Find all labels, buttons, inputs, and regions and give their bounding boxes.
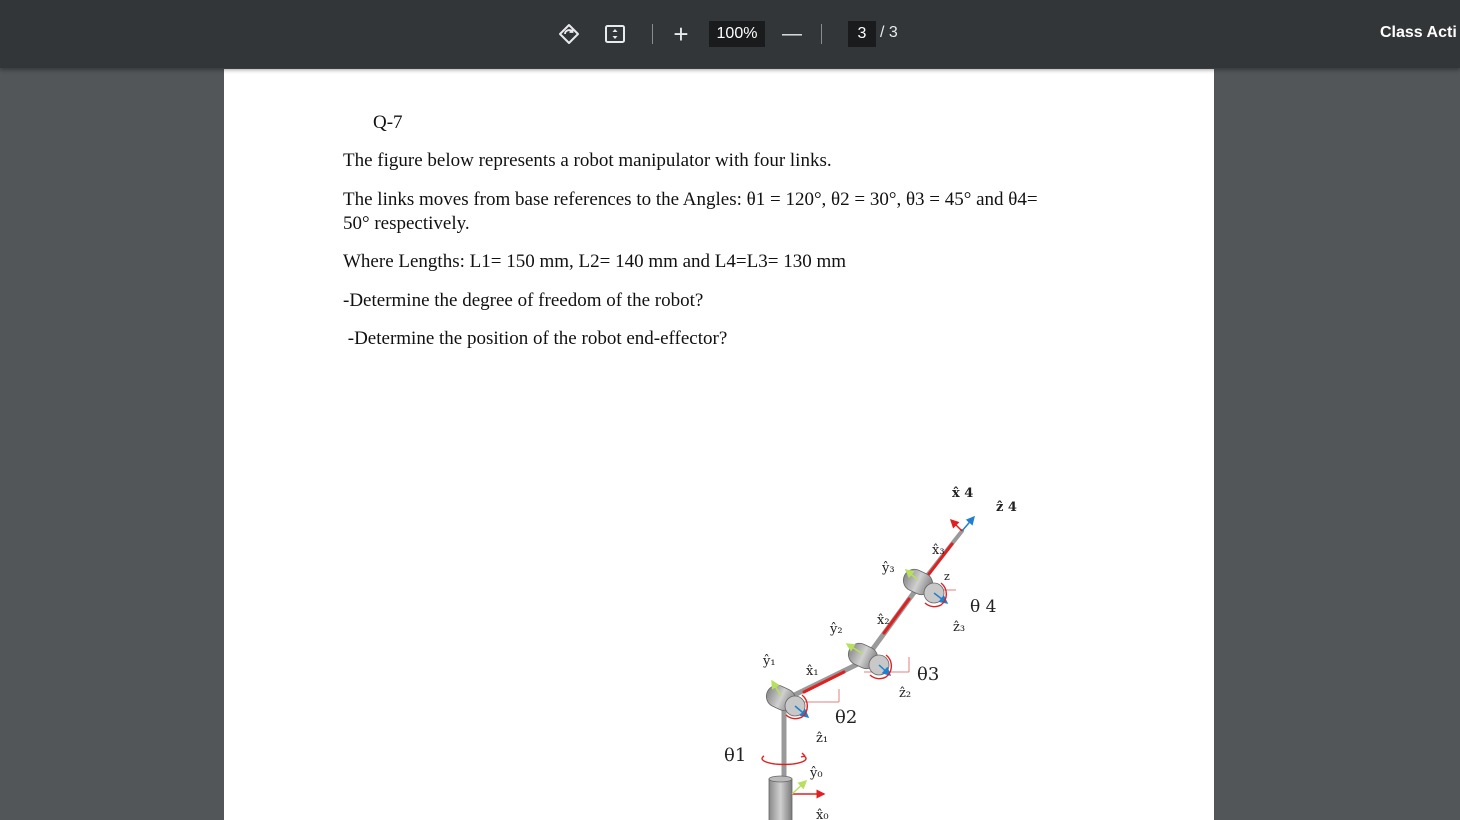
zoom-in-button[interactable]: + xyxy=(673,18,689,49)
question-number: Q-7 xyxy=(373,112,403,133)
robot-manipulator-figure xyxy=(704,399,1044,820)
y3-label: ŷ₃ xyxy=(882,561,895,576)
z2-label: ẑ₂ xyxy=(899,686,912,701)
theta2-label: θ2 xyxy=(835,707,858,728)
z4-label: ẑ 4 xyxy=(996,500,1017,515)
page-total: / 3 xyxy=(880,24,898,41)
toolbar-divider xyxy=(821,24,822,44)
x0-label: x̂₀ xyxy=(816,808,829,820)
joint-1 xyxy=(763,682,805,716)
theta3-label: θ3 xyxy=(917,664,940,685)
task-position: -Determine the position of the robot end-effector? xyxy=(343,328,728,349)
y0-label: ŷ₀ xyxy=(810,766,823,781)
theta4-label: θ 4 xyxy=(970,597,997,617)
angles-text-line1: The links moves from base references to the Angles: θ1 = 120°, θ2 = 30°, θ3 = 45° and θ4= xyxy=(343,189,1038,210)
x4-label: x̂ 4 xyxy=(952,486,974,501)
x3-label: x̂₃ xyxy=(932,543,945,558)
fit-page-icon[interactable] xyxy=(602,21,628,47)
rotate-icon[interactable] xyxy=(556,21,582,47)
y2-label: ŷ₂ xyxy=(830,622,843,637)
z1-label: ẑ₁ xyxy=(816,731,829,746)
robot-base xyxy=(769,776,792,820)
angles-text-line2: 50° respectively. xyxy=(343,213,470,234)
page-number-input[interactable]: 3 xyxy=(848,21,876,47)
zoom-level-input[interactable]: 100% xyxy=(709,21,765,47)
z3-label: ẑ₃ xyxy=(953,620,966,635)
document-title: Class Acti xyxy=(1380,24,1457,41)
pdf-toolbar xyxy=(0,0,1460,68)
y1-label: ŷ₁ xyxy=(763,654,776,669)
z-label: z xyxy=(944,570,950,583)
pdf-page xyxy=(224,69,1214,820)
theta1-label: θ1 xyxy=(724,745,747,766)
intro-text: The figure below represents a robot manipulator with four links. xyxy=(343,150,832,171)
task-dof: -Determine the degree of freedom of the robot? xyxy=(343,290,704,311)
zoom-out-button[interactable]: — xyxy=(782,22,802,45)
x1-label: x̂₁ xyxy=(806,664,819,679)
toolbar-divider xyxy=(652,24,653,44)
lengths-text: Where Lengths: L1= 150 mm, L2= 140 mm and L4=L3= 130 mm xyxy=(343,251,847,272)
x2-label: x̂₂ xyxy=(877,613,890,628)
